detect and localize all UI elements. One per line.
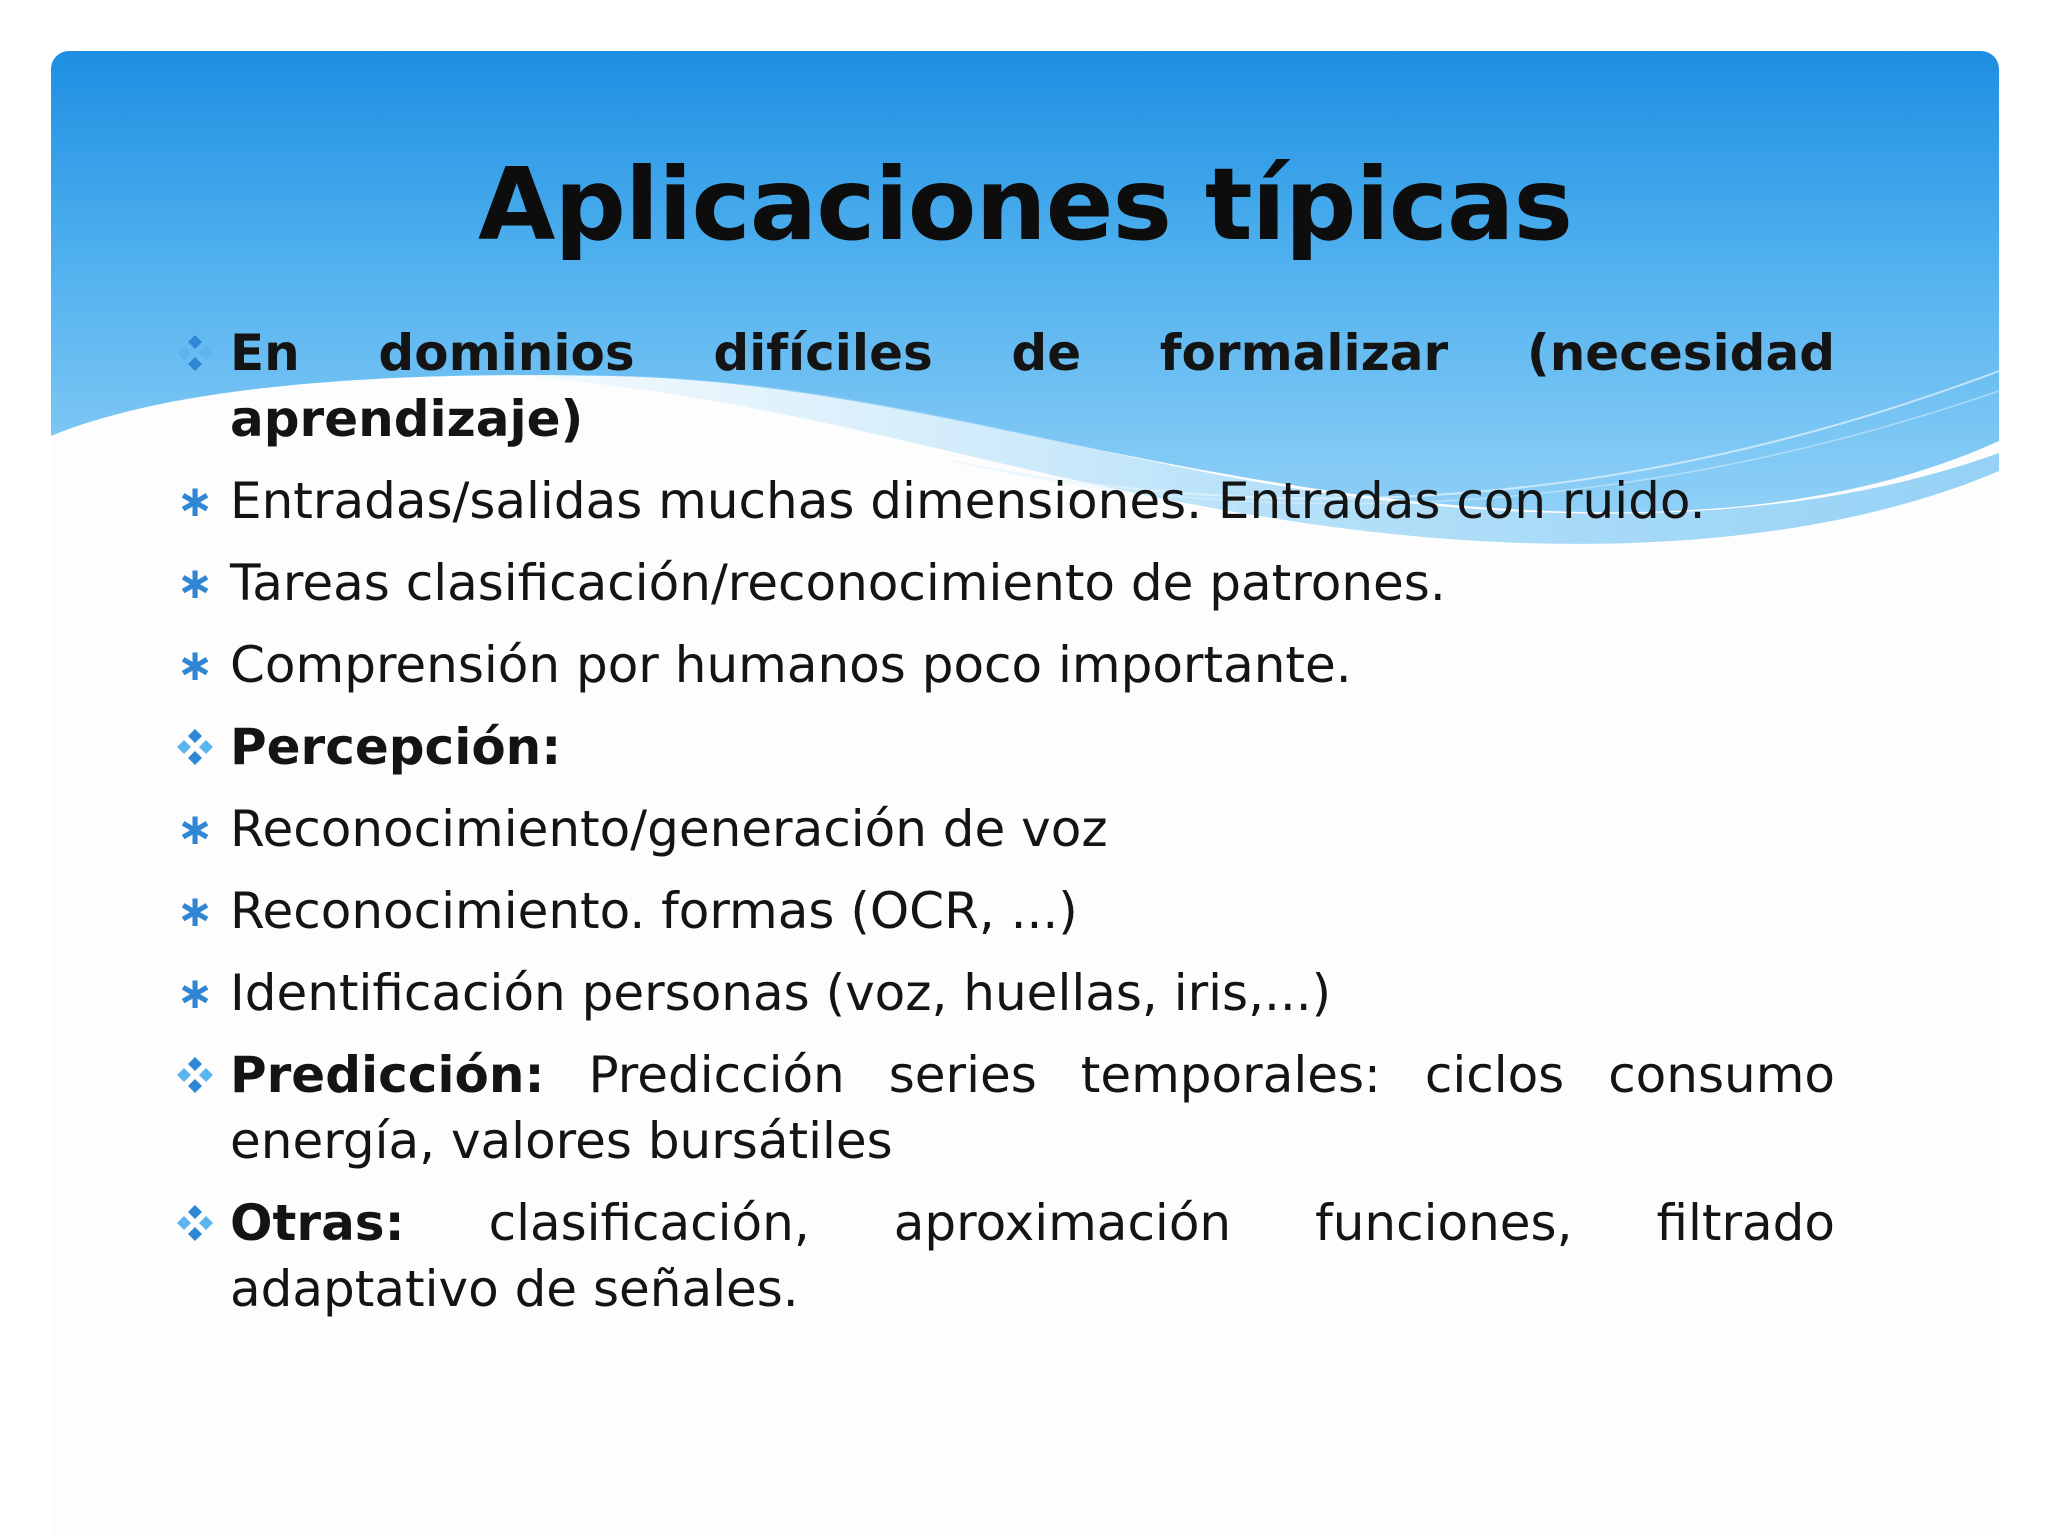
bullet-heading: En dominios difíciles de formalizar (necesidad aprendizaje) xyxy=(230,324,1835,448)
bullet-text: Identificación personas (voz, huellas, iris,...) xyxy=(230,964,1332,1022)
bullet-text: Reconocimiento. formas (OCR, ...) xyxy=(230,882,1078,940)
diamond-bullet-icon xyxy=(170,714,220,780)
asterisk-bullet-icon: ∗ xyxy=(176,885,214,937)
bullet-text: Reconocimiento/generación de voz xyxy=(230,800,1108,858)
bullet-item-level1 xyxy=(170,714,1835,780)
asterisk-bullet-icon: ∗ xyxy=(176,803,214,855)
bullet-heading: Otras: xyxy=(230,1194,405,1252)
bullet-description: clasificación, aproximación funciones, filtrado adaptativo de señales. xyxy=(230,1194,1835,1318)
bullet-text: Tareas clasificación/reconocimiento de patrones. xyxy=(230,554,1446,612)
bullet-item-level1 xyxy=(170,320,1835,452)
bullet-item-level2 xyxy=(170,550,1835,616)
bullet-list xyxy=(170,320,1835,1322)
bullet-item-level1 xyxy=(170,1190,1835,1322)
diamond-bullet-icon xyxy=(170,1190,220,1256)
asterisk-bullet-icon: ∗ xyxy=(176,475,214,527)
bullet-item-level2 xyxy=(170,468,1835,534)
bullet-text xyxy=(230,1042,1835,1174)
bullet-item-level2 xyxy=(170,878,1835,944)
bullet-text: Entradas/salidas muchas dimensiones. Entradas con ruido. xyxy=(230,472,1706,530)
asterisk-bullet-icon: ∗ xyxy=(176,639,214,691)
bullet-description: Predicción series temporales: ciclos consumo energía, valores bursátiles xyxy=(230,1046,1835,1170)
bullet-text: Comprensión por humanos poco importante. xyxy=(230,636,1352,694)
diamond-bullet-icon xyxy=(170,320,220,386)
bullet-heading: Predicción: xyxy=(230,1046,545,1104)
asterisk-bullet-icon: ∗ xyxy=(176,967,214,1019)
bullet-text xyxy=(230,1190,1835,1322)
bullet-text xyxy=(230,714,1835,780)
bullet-heading: Percepción: xyxy=(230,718,562,776)
bullet-item-level2 xyxy=(170,796,1835,862)
bullet-item-level1 xyxy=(170,1042,1835,1174)
diamond-bullet-icon xyxy=(170,1042,220,1108)
bullet-item-level2 xyxy=(170,960,1835,1026)
asterisk-bullet-icon: ∗ xyxy=(176,557,214,609)
bullet-text xyxy=(230,320,1835,452)
bullet-item-level2 xyxy=(170,632,1835,698)
slide-title: Aplicaciones típicas xyxy=(477,146,1573,263)
